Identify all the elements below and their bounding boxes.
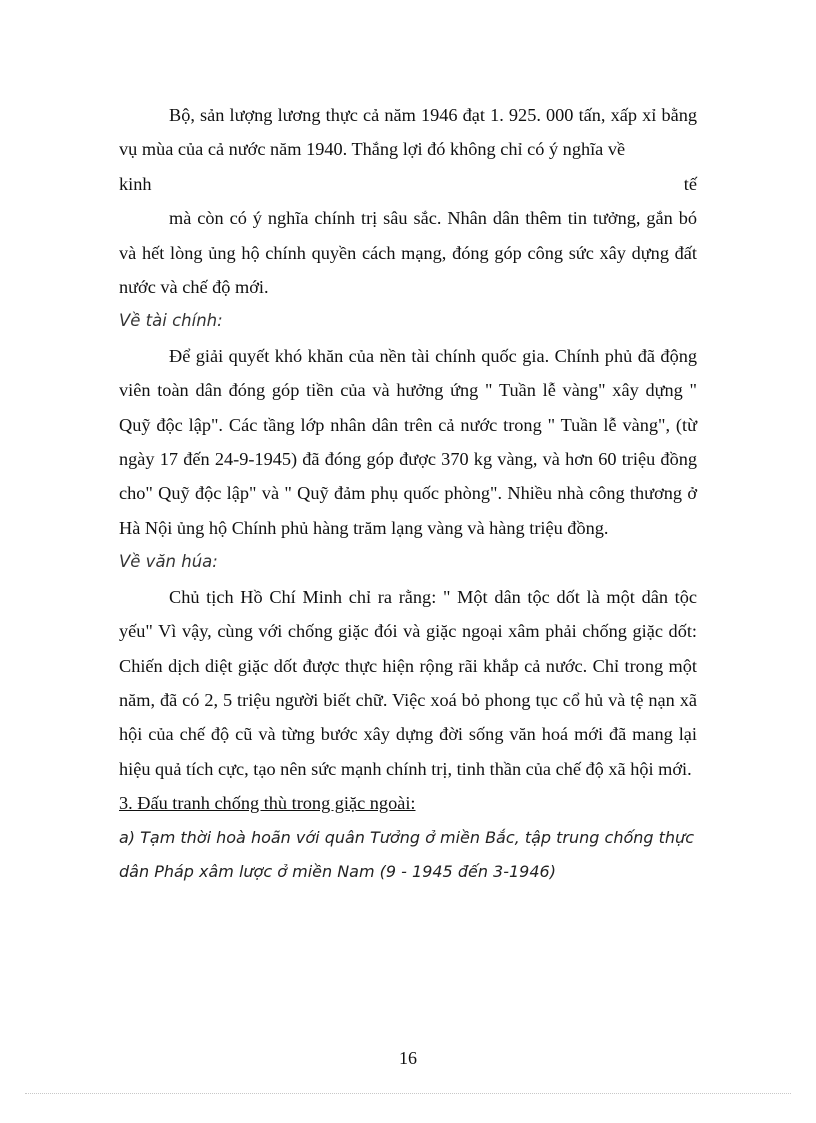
subheading-a: a) Tạm thời hoà hoãn với quân Tưởng ở miền Bắc, tập trung chống thực dân Pháp xâm lược ở miền Nam (9 - 1945 đến 3-1946) [119,827,694,881]
paragraph-split-line [119,167,697,201]
paragraph-political-meaning: mà còn có ý nghĩa chính trị sâu sắc. Nhân dân thêm tin tưởng, gắn bó và hết lòng ủng hộ chính quyền cách mạng, đóng góp công sức xây dựng đất nước và chế độ mới. [119,208,697,298]
document-body [119,98,697,889]
page-number: 16 [399,1048,417,1068]
paragraph-finance: Để giải quyết khó khăn của nền tài chính quốc gia. Chính phủ đã động viên toàn dân đóng góp tiền của và hưởng ứng " Tuần lễ vàng" xây dựng " Quỹ độc lập". Các tầng lớp nhân dân trên cả nước trong " Tuần lễ vàng", (từ ngày 17 đến 24-9-1945) đã đóng góp được 370 kg vàng, và hơn 60 triệu đồng cho" Quỹ độc lập" và " Quỹ đảm phụ quốc phòng". Nhiều nhà công thương ở Hà Nội ủng hộ Chính phủ hàng trăm lạng vàng và hàng triệu đồng. [119,345,697,538]
heading-culture: Về văn húa: [119,552,218,572]
section-heading-3 [119,786,697,820]
heading-finance: Về tài chính: [119,311,223,331]
paragraph-food-production: Bộ, sản lượng lương thực cả năm 1946 đạt 1. 925. 000 tấn, xấp xỉ bằng vụ mùa của cả nước năm 1940. Thắng lợi đó không chỉ có ý nghĩa về [119,105,697,160]
section-heading-3-text: 3. Đấu tranh chống thù trong giặc ngoài: [119,793,416,814]
split-right-word: tế [683,173,697,194]
paragraph-culture: Chủ tịch Hồ Chí Minh chỉ ra rằng: " Một dân tộc dốt là một dân tộc yếu" Vì vậy, cùng với chống giặc đói và giặc ngoại xâm phải chống giặc dốt: Chiến dịch diệt giặc dốt được thực hiện rộng rãi khắp cả nước. Chỉ trong một năm, đã có 2, 5 triệu người biết chữ. Việc xoá bỏ phong tục cổ hủ và tệ nạn xã hội của chế độ cũ và từng bước xây dựng đời sống văn hoá mới đã mang lại hiệu quả tích cực, tạo nên sức mạnh chính trị, tinh thần của chế độ xã hội mới. [119,586,697,779]
page-bottom-divider [25,1093,791,1094]
split-left-word: kinh [119,173,152,194]
